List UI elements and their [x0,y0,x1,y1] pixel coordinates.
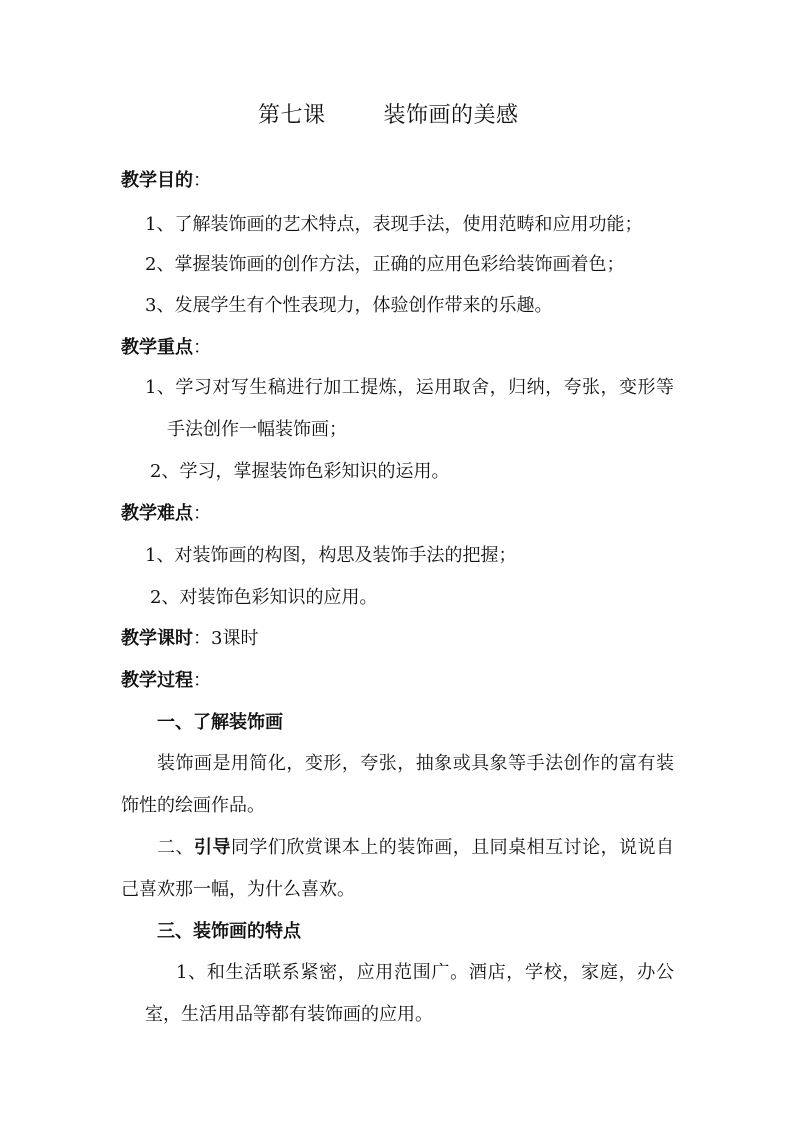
objective-item: 3、发展学生有个性表现力，体验创作带来的乐趣。 [145,295,553,316]
section-1-title: 一、了解装饰画 [157,712,283,733]
lesson-name: 装饰画的美感 [383,103,519,128]
key-point-item-continued: 手法创作一幅装饰画； [167,419,347,440]
document-title [258,102,519,130]
objective-item: 2、掌握装饰画的创作方法，正确的应用色彩给装饰画着色； [145,254,625,275]
key-point-item: 2、学习，掌握装饰色彩知识的运用。 [150,461,450,482]
section-1-paragraph-line: 装饰画是用简化，变形，夸张，抽象或具象等手法创作的富有装 [157,753,674,774]
section-3-item-line: 1、和生活联系紧密，应用范围广。酒店，学校，家庭，办公 [176,962,674,983]
difficulty-item: 2、对装饰色彩知识的应用。 [150,587,378,608]
section-3-item-line: 室，生活用品等都有装饰画的应用。 [145,1004,433,1025]
process-heading: 教学过程： [121,670,211,691]
class-hours: 教学课时：3课时 [121,628,259,649]
lesson-number: 第七课 [258,103,326,128]
objective-item: 1、了解装饰画的艺术特点，表现手法，使用范畴和应用功能； [145,214,643,235]
section-1-paragraph-line: 饰性的绘画作品。 [121,795,265,816]
section-2-paragraph-line: 二、引导同学们欣赏课本上的装饰画，且同桌相互讨论，说说自 [157,837,675,858]
key-point-item: 1、学习对写生稿进行加工提炼，运用取舍，归纳，夸张，变形等 [145,377,674,398]
section-3-title: 三、装饰画的特点 [157,921,301,942]
key-points-heading: 教学重点： [121,337,211,358]
difficulty-item: 1、对装饰画的构图，构思及装饰手法的把握； [145,545,517,566]
objectives-heading: 教学目的： [121,170,211,191]
section-2-paragraph-line: 己喜欢那一幅，为什么喜欢。 [121,879,355,900]
difficulties-heading: 教学难点： [121,503,211,524]
